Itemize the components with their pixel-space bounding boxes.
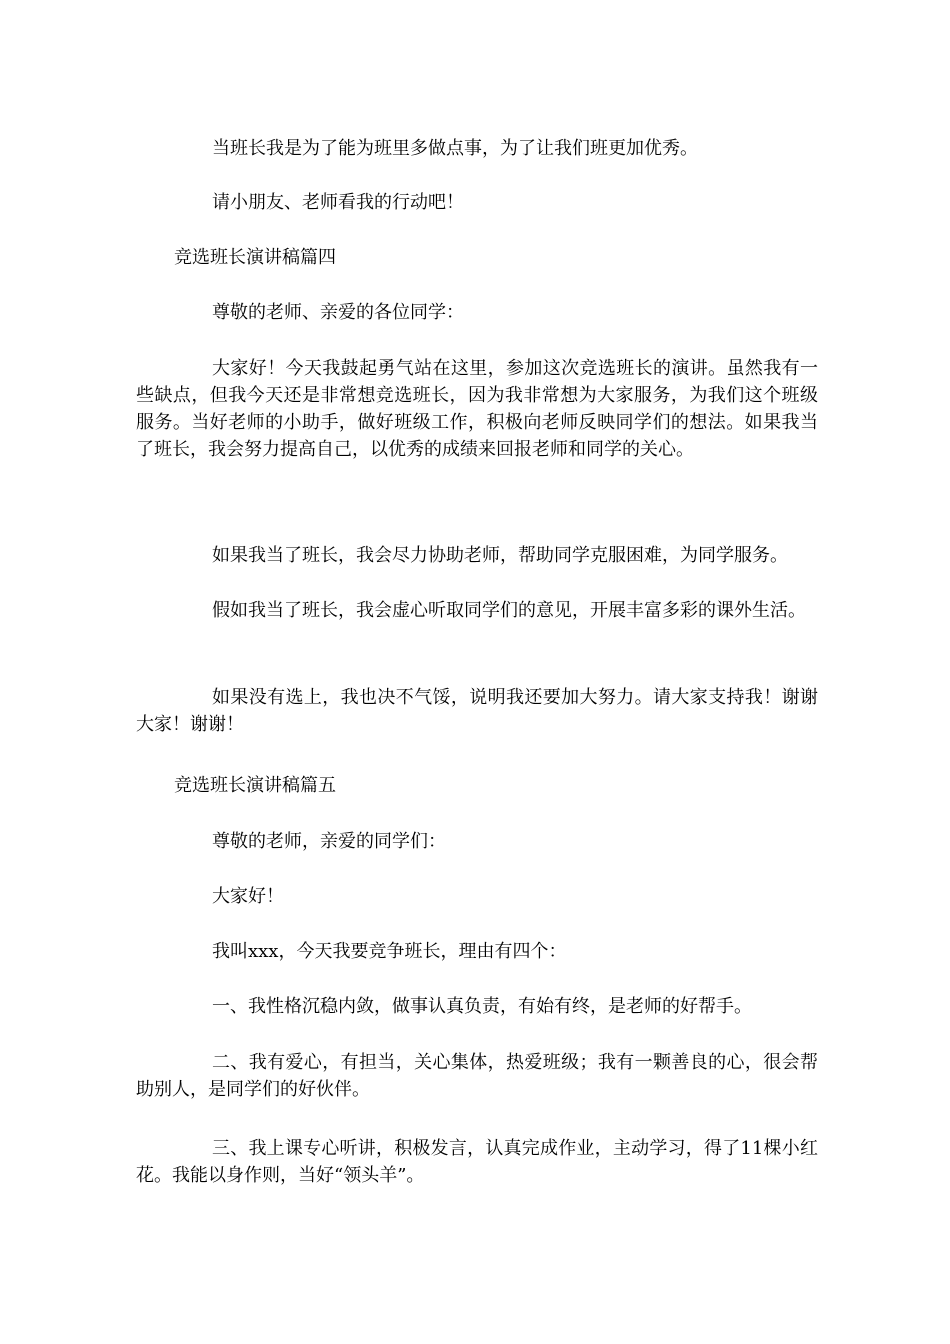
paragraph-reason-3: 三、我上课专心听讲，积极发言，认真完成作业，主动学习，得了11棵小红花。我能以身作则，当好“领头羊”。: [136, 1138, 818, 1186]
paragraph-1: 当班长我是为了能为班里多做点事，为了让我们班更加优秀。: [212, 138, 698, 159]
section-heading-4: 竞选班长演讲稿篇四: [174, 247, 336, 268]
paragraph-5: 如果我当了班长，我会尽力协助老师，帮助同学克服困难，为同学服务。: [212, 545, 788, 566]
paragraph-hello: 大家好！: [212, 886, 284, 907]
paragraph-2: 请小朋友、老师看我的行动吧！: [212, 192, 464, 213]
paragraph-7: 如果没有选上，我也决不气馁，说明我还要加大努力。请大家支持我！谢谢大家！谢谢！: [136, 687, 818, 735]
paragraph-greeting-4: 尊敬的老师、亲爱的各位同学：: [212, 302, 464, 323]
paragraph-greeting-5: 尊敬的老师，亲爱的同学们：: [212, 831, 446, 852]
paragraph-speech-4: 大家好！今天我鼓起勇气站在这里，参加这次竞选班长的演讲。虽然我有一些缺点，但我今天还是非常想竞选班长，因为我非常想为大家服务，为我们这个班级服务。当好老师的小助手，做好班级工作，积极向老师反映同学们的想法。如果我当了班长，我会努力提高自己，以优秀的成绩来回报老师和同学的关心。: [136, 358, 818, 460]
paragraph-intro: 我叫xxx，今天我要竞争班长，理由有四个：: [212, 941, 567, 962]
paragraph-6: 假如我当了班长，我会虚心听取同学们的意见，开展丰富多彩的课外生活。: [212, 600, 806, 621]
paragraph-reason-1: 一、我性格沉稳内敛，做事认真负责，有始有终，是老师的好帮手。: [212, 996, 752, 1017]
section-heading-5: 竞选班长演讲稿篇五: [174, 775, 336, 796]
paragraph-reason-2: 二、我有爱心，有担当，关心集体，热爱班级；我有一颗善良的心，很会帮助别人，是同学们的好伙伴。: [136, 1052, 818, 1100]
